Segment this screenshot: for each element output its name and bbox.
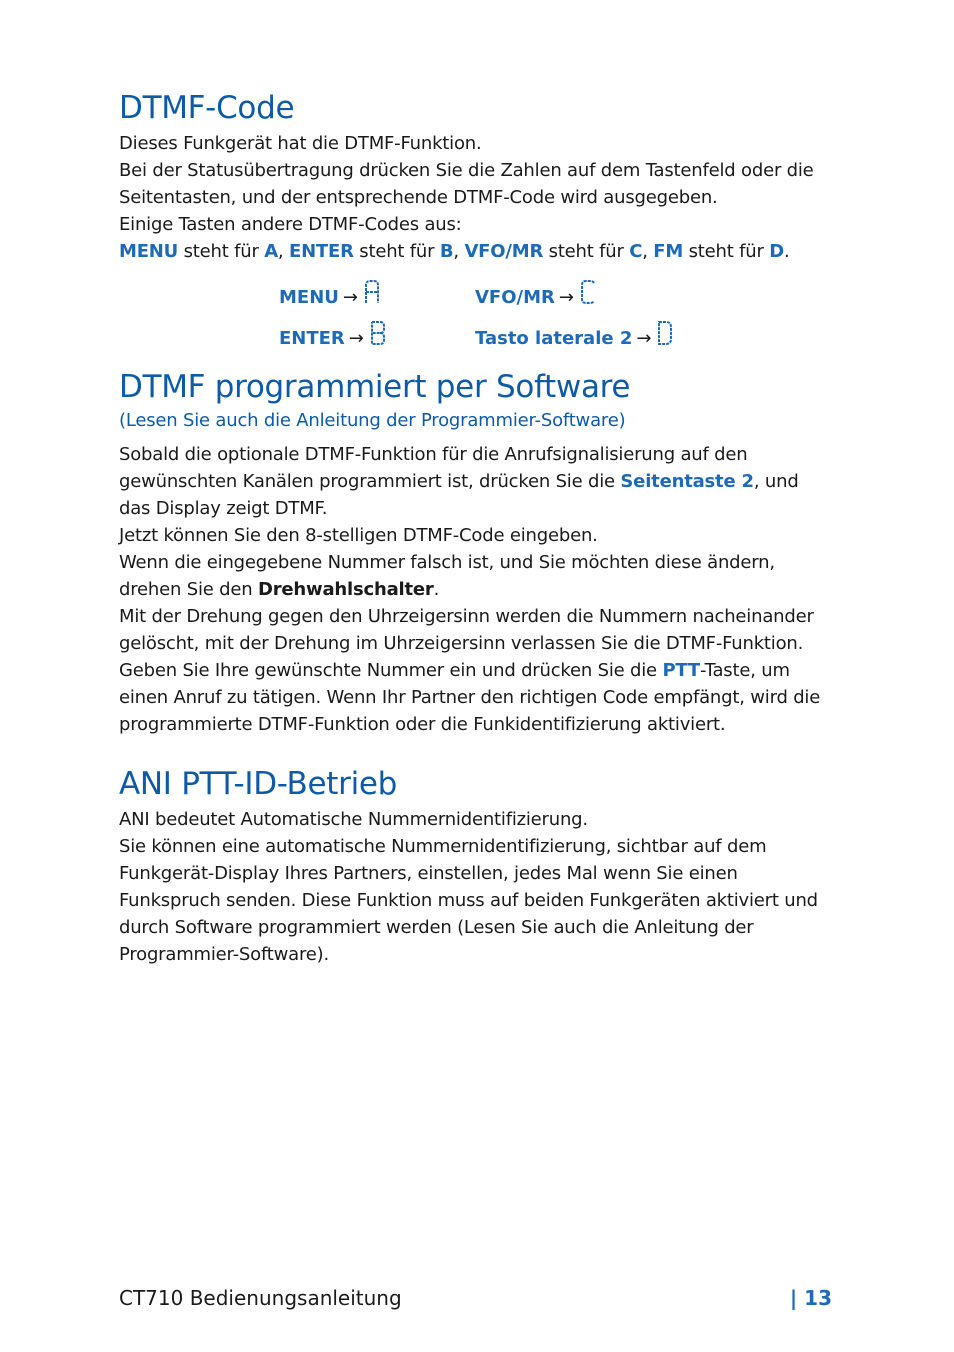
map-vfo-c	[475, 277, 598, 310]
paragraph: Einige Tasten andere DTMF-Codes aus:	[119, 214, 462, 235]
text: ,	[453, 241, 465, 262]
arrow-icon: →	[558, 287, 574, 308]
lcd-glyph-a-icon	[362, 277, 382, 305]
arrow-icon: →	[636, 328, 652, 349]
paragraph: Bei der Statusübertragung drücken Sie die Zahlen auf dem Tastenfeld oder die Seitentasten, und der entsprechende DTMF-Code wird ausgegeben.	[119, 160, 814, 208]
paragraph: Dieses Funkgerät hat die DTMF-Funktion.	[119, 133, 482, 154]
map-menu-a	[279, 277, 382, 310]
section-title-ani: ANI PTT-ID-Betrieb	[119, 766, 398, 802]
section-title-dtmf-software: DTMF programmiert per Software	[119, 369, 631, 405]
text: Sobald die optionale DTMF-Funktion für die Anrufsignalisierung auf den gewünschten Kanälen programmiert ist, drücken Sie die	[119, 444, 748, 492]
text: steht für	[178, 241, 265, 262]
text: -Taste, um einen Anruf zu tätigen. Wenn Ihr Partner den richtigen Code empfängt, wird die programmierte DTMF-Funktion oder die Funkidentifizierung aktiviert.	[119, 660, 821, 735]
paragraph	[119, 603, 834, 738]
section-title-dtmf-code: DTMF-Code	[119, 90, 295, 126]
arrow-icon: →	[342, 287, 358, 308]
lcd-glyph-c-icon	[578, 277, 598, 305]
map-enter-b	[279, 318, 388, 351]
paragraph: Jetzt können Sie den 8-stelligen DTMF-Code eingeben.	[119, 525, 598, 546]
text: , und das Display zeigt DTMF.	[119, 471, 799, 519]
bold-term: Drehwahlschalter	[257, 579, 434, 600]
key-label: ENTER	[288, 241, 354, 262]
text: .	[783, 241, 790, 262]
key-label: ENTER	[279, 328, 345, 349]
text: ,	[642, 241, 654, 262]
footer-manual-title: CT710 Bedienungsanleitung	[119, 1286, 402, 1310]
text: steht für	[543, 241, 630, 262]
paragraph	[119, 549, 834, 603]
lcd-glyph-d-icon	[655, 318, 675, 346]
key-label: MENU	[119, 241, 179, 262]
section-subtitle: (Lesen Sie auch die Anleitung der Programmier-Software)	[119, 410, 626, 431]
text: steht für	[683, 241, 770, 262]
letter-label: D	[769, 241, 784, 262]
key-label: VFO/MR	[464, 241, 544, 262]
key-label: FM	[653, 241, 684, 262]
key-label: PTT	[662, 660, 700, 681]
key-label: Tasto laterale 2	[475, 328, 633, 349]
paragraph	[119, 441, 834, 522]
text: .	[433, 579, 440, 600]
page-content	[119, 86, 834, 968]
text: steht für	[353, 241, 440, 262]
key-label: VFO/MR	[475, 287, 555, 308]
map-side-d	[475, 318, 675, 351]
arrow-icon: →	[348, 328, 364, 349]
key-label: Seitentaste 2	[620, 471, 754, 492]
letter-label: B	[439, 241, 454, 262]
paragraph: Sie können eine automatische Nummernidentifizierung, sichtbar auf dem Funkgerät-Display Ihres Partners, einstellen, jedes Mal wenn Sie einen Funkspruch senden. Diese Funktion muss auf beiden Funkgeräten aktiviert und durch Software programmiert werden (Lesen Sie auch die Anleitung der Programmier-Software).	[119, 836, 818, 965]
letter-label: A	[264, 241, 278, 262]
dtmf-key-map	[119, 271, 834, 353]
text: Mit der Drehung gegen den Uhrzeigersinn werden die Nummern nacheinander gelöscht, mit der Drehung im Uhrzeigersinn verlassen Sie die DTMF-Funktion. Geben Sie Ihre gewünschte Nummer ein und drücken Sie die	[119, 606, 814, 681]
text: ,	[277, 241, 289, 262]
footer-page-number: | 13	[789, 1286, 832, 1310]
key-label: MENU	[279, 287, 339, 308]
paragraph: ANI bedeutet Automatische Nummernidentifizierung.	[119, 809, 588, 830]
text: Wenn die eingegebene Nummer falsch ist, und Sie möchten diese ändern, drehen Sie den	[119, 552, 775, 600]
letter-label: C	[629, 241, 643, 262]
key-mapping-line	[119, 238, 834, 265]
lcd-glyph-b-icon	[368, 318, 388, 346]
